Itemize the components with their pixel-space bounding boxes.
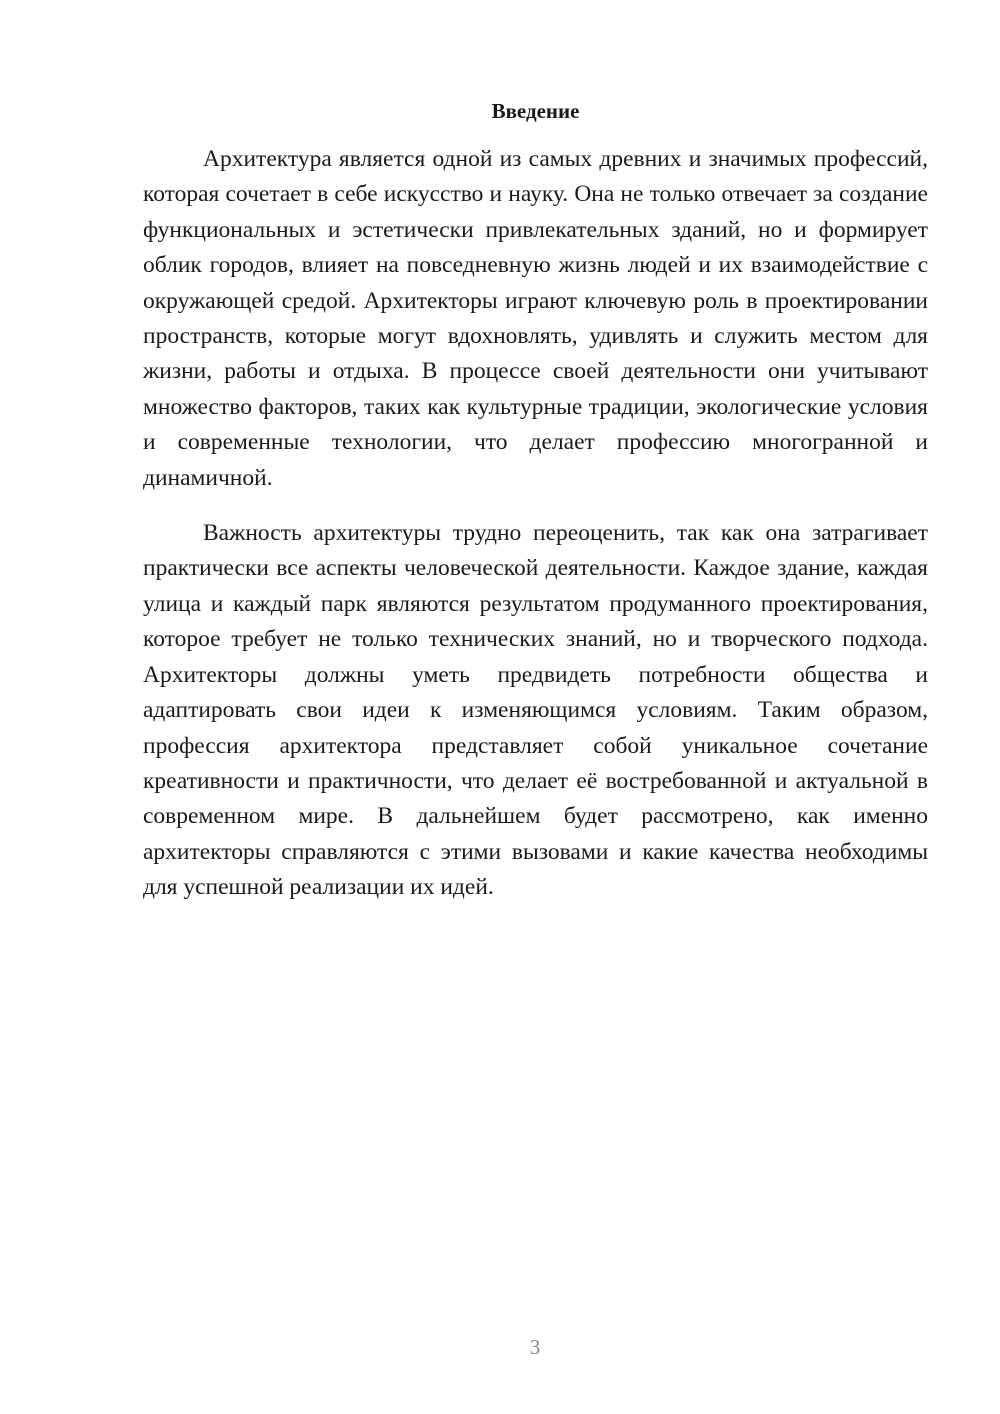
paragraph-introduction: Архитектура является одной из самых древних и значимых профессий, которая сочетает в себе искусство и науку. Она не только отвечает за создание функциональных и эстетически привлекательных зданий, но и формирует облик городов, влияет на повседневную жизнь людей и их взаимодействие с окружающей средой. Архитекторы играют ключевую роль в проектировании пространств, которые могут вдохновлять, удивлять и служить местом для жизни, работы и отдыха. В процессе своей деятельности они учитывают множество факторов, таких как культурные традиции, экологические условия и современные технологии, что делает профессию многогранной и динамичной. (143, 146, 928, 491)
page-number: 3 (529, 1335, 541, 1359)
body-text (143, 142, 928, 906)
paragraph-importance: Важность архитектуры трудно переоценить, так как она затрагивает практически все аспекты человеческой деятельности. Каждое здание, каждая улица и каждый парк являются результатом продуманного проектирования, которое требует не только технических знаний, но и творческого подхода. Архитекторы должны уметь предвидеть потребности общества и адаптировать свои идеи к изменяющимся условиям. Таким образом, профессия архитектора представляет собой уникальное сочетание креативности и практичности, что делает её востребованной и актуальной в современном мире. В дальнейшем будет рассмотрено, как именно архитекторы справляются с этими вызовами и какие качества необходимы для успешной реализации их идей. (143, 520, 928, 901)
section-heading: Введение (491, 99, 580, 123)
